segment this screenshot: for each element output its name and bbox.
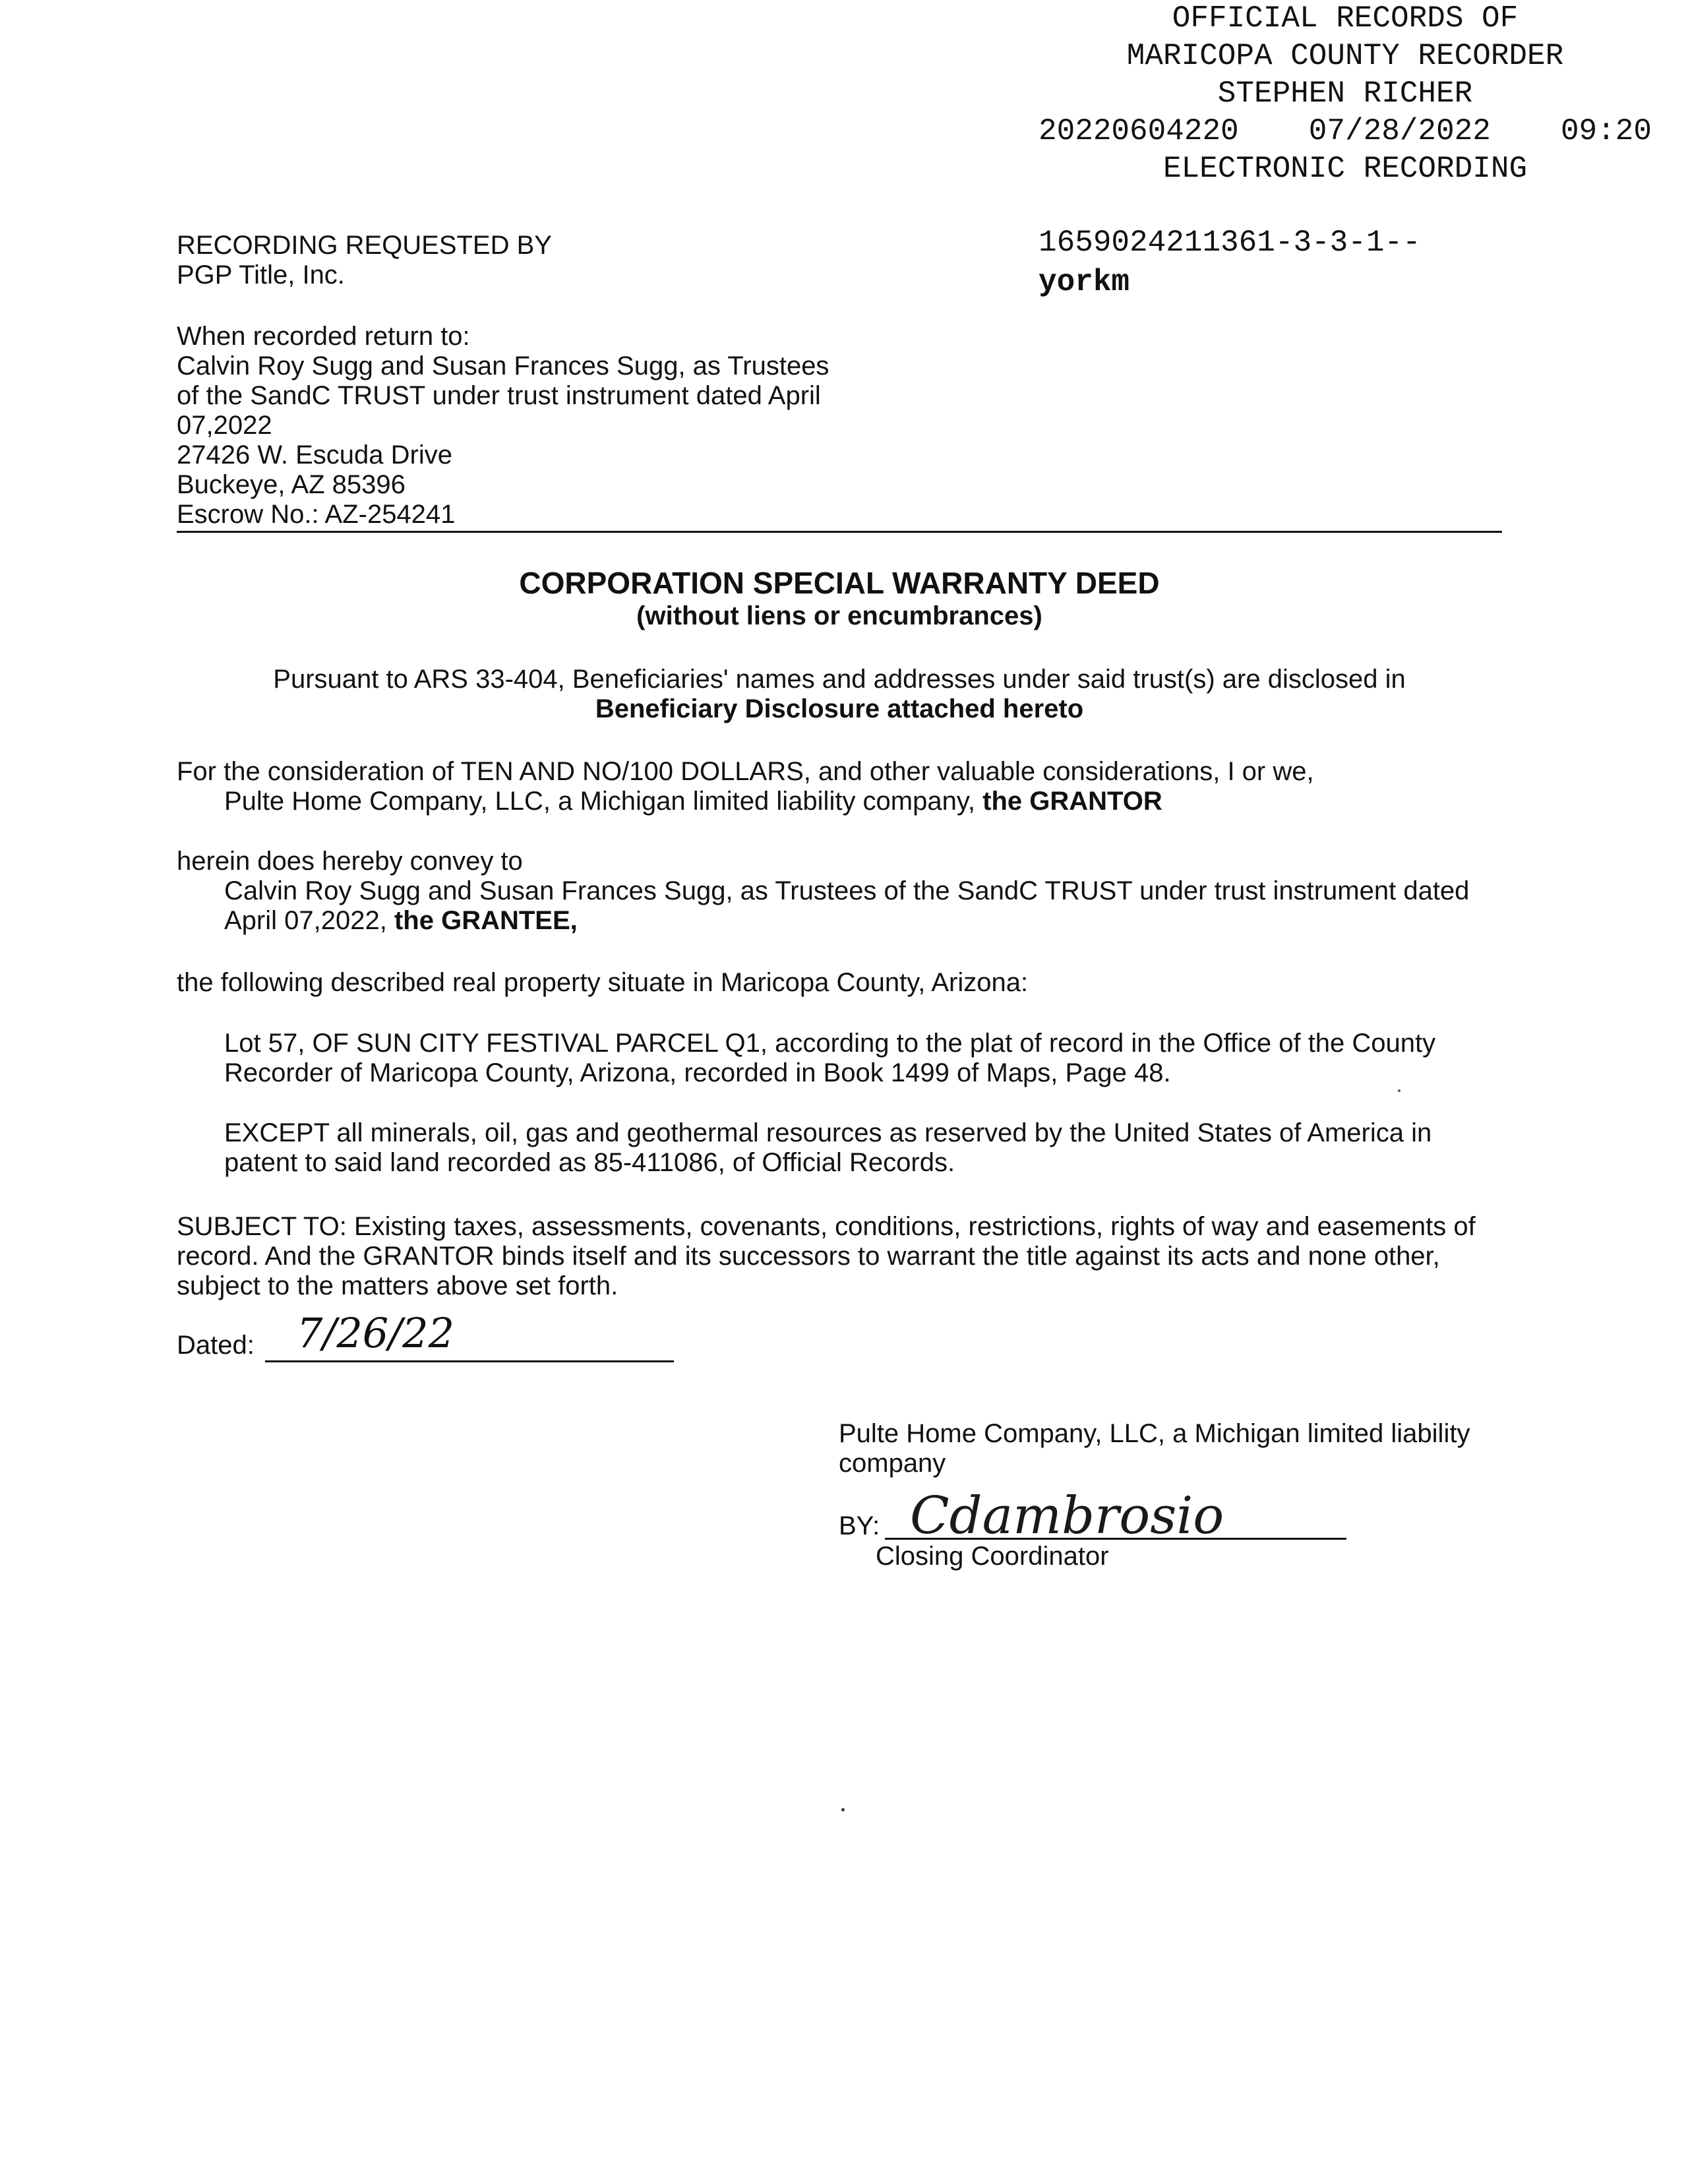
recording-requested-block xyxy=(177,231,552,290)
return-to-line: 27426 W. Escuda Drive xyxy=(177,440,452,470)
by-label: BY: xyxy=(839,1511,880,1540)
property-intro: the following described real property situate in Maricopa County, Arizona: xyxy=(177,968,1029,997)
grantor-name: Pulte Home Company, LLC, a Michigan limited liability company, xyxy=(224,787,976,816)
requested-by-label: RECORDING REQUESTED BY xyxy=(177,231,552,260)
consideration-text: For the consideration of TEN AND NO/100 DOLLARS, and other valuable considerations, I or we, xyxy=(177,757,1314,786)
disclosure-attachment: Beneficiary Disclosure attached hereto xyxy=(595,694,1084,723)
escrow-number: Escrow No.: AZ-254241 xyxy=(177,500,456,529)
exception-line: patent to said land recorded as 85-411086, of Official Records. xyxy=(224,1148,955,1177)
return-to-line: Calvin Roy Sugg and Susan Frances Sugg, as Trustees xyxy=(177,351,829,380)
subject-to-block xyxy=(177,1212,1476,1301)
header-divider xyxy=(177,531,1502,533)
legal-description-line: Lot 57, OF SUN CITY FESTIVAL PARCEL Q1, according to the plat of record in the Office of the County xyxy=(224,1029,1436,1058)
deed-subtitle: (without liens or encumbrances) xyxy=(636,601,1042,630)
dated-label: Dated: xyxy=(177,1331,255,1360)
consideration-block xyxy=(177,757,1314,816)
convey-block xyxy=(177,847,1469,936)
return-to-block xyxy=(177,322,829,530)
disclosure-text: Pursuant to ARS 33-404, Beneficiaries' names and addresses under said trust(s) are disclosed in xyxy=(273,665,1406,694)
signature xyxy=(903,1484,1246,1550)
subject-to-line: subject to the matters above set forth. xyxy=(177,1271,618,1300)
stamp-date: 07/28/2022 xyxy=(1308,114,1491,148)
trace-block xyxy=(1039,223,1421,302)
scan-speck xyxy=(1398,1089,1401,1092)
stamp-doc-number: 20220604220 xyxy=(1039,114,1239,148)
grantee-line: Calvin Roy Sugg and Susan Frances Sugg, as Trustees of the SandC TRUST under trust instrument dated xyxy=(224,876,1470,905)
stamp-line-recorder-name: STEPHEN RICHER xyxy=(1217,76,1473,111)
return-to-line: Buckeye, AZ 85396 xyxy=(177,470,406,499)
subject-to-line: record. And the GRANTOR binds itself and its successors to warrant the title against its acts and none other, xyxy=(177,1242,1440,1271)
handwritten-date-text: 7/26/22 xyxy=(297,1309,455,1357)
return-to-line: 07,2022 xyxy=(177,411,272,440)
recorder-stamp xyxy=(1029,0,1662,188)
return-to-label: When recorded return to: xyxy=(177,322,470,351)
deed-title: CORPORATION SPECIAL WARRANTY DEED xyxy=(519,566,1160,600)
legal-description xyxy=(224,1029,1435,1088)
stamp-line-official-records: OFFICIAL RECORDS OF xyxy=(1172,1,1519,36)
disclosure-block xyxy=(177,665,1502,724)
stamp-line-electronic: ELECTRONIC RECORDING xyxy=(1162,152,1528,186)
grantee-line xyxy=(177,906,1469,936)
grantee-label: the GRANTEE, xyxy=(394,906,578,935)
signature-company-line: Pulte Home Company, LLC, a Michigan limited liability xyxy=(839,1419,1470,1448)
grantor-label: the GRANTOR xyxy=(982,787,1162,816)
deed-title-block xyxy=(177,566,1502,632)
trace-id: 1659024211361-3-3-1-- xyxy=(1039,226,1421,260)
subject-to-line: SUBJECT TO: Existing taxes, assessments, covenants, conditions, restrictions, rights of way and easements of xyxy=(177,1212,1476,1241)
signature-text: Cdambrosio xyxy=(910,1486,1224,1546)
convey-text: herein does hereby convey to xyxy=(177,847,523,876)
grantor-line xyxy=(177,787,1314,816)
handwritten-date xyxy=(290,1309,508,1362)
stamp-line-county-recorder: MARICOPA COUNTY RECORDER xyxy=(1126,39,1564,73)
signer-title: Closing Coordinator xyxy=(876,1542,1109,1571)
stamp-recording-info xyxy=(1039,113,1652,150)
signature-company-line: company xyxy=(839,1449,946,1478)
trace-user: yorkm xyxy=(1039,265,1130,299)
stamp-time: 09:20 xyxy=(1560,114,1652,148)
grantee-date: April 07,2022, xyxy=(224,906,387,935)
return-to-line: of the SandC TRUST under trust instrument dated April xyxy=(177,381,821,410)
legal-description-line: Recorder of Maricopa County, Arizona, recorded in Book 1499 of Maps, Page 48. xyxy=(224,1058,1171,1087)
exception-line: EXCEPT all minerals, oil, gas and geothermal resources as reserved by the United States of America in xyxy=(224,1118,1432,1147)
signature-company xyxy=(839,1419,1470,1478)
mineral-exception xyxy=(224,1118,1432,1178)
scan-speck xyxy=(841,1808,845,1811)
requested-by-value: PGP Title, Inc. xyxy=(177,260,345,289)
